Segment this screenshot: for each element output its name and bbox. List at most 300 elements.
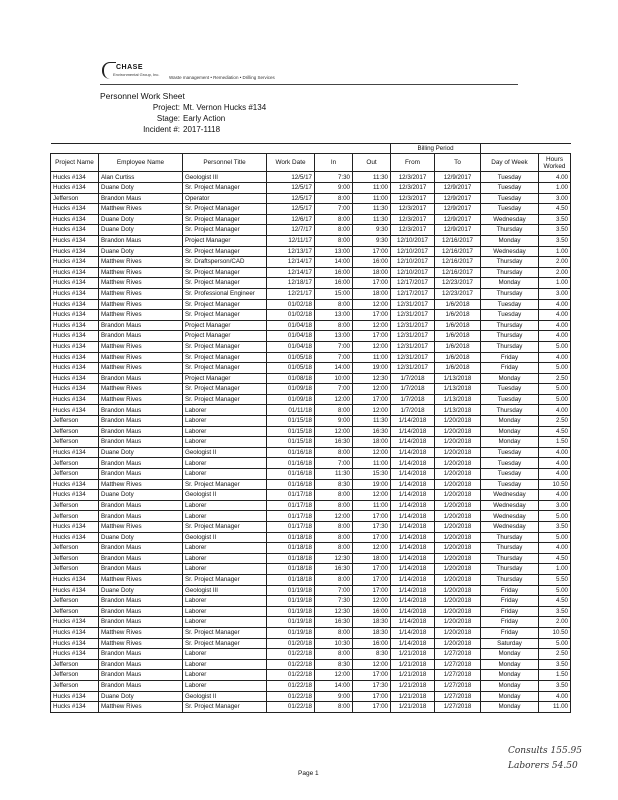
table-row xyxy=(51,204,571,215)
cell-to: 12/16/2017 xyxy=(435,257,481,268)
cell-hours: 5.00 xyxy=(539,341,571,352)
table-row xyxy=(51,310,571,321)
cell-out: 17:30 xyxy=(353,522,391,533)
cell-title: Geologist II xyxy=(183,532,267,543)
cell-to: 12/9/2017 xyxy=(435,204,481,215)
table-row xyxy=(51,363,571,374)
cell-work-date: 12/11/17 xyxy=(267,235,315,246)
cell-work-date: 01/02/18 xyxy=(267,310,315,321)
cell-day: Thursday xyxy=(481,405,539,416)
cell-work-date: 01/18/18 xyxy=(267,564,315,575)
cell-to: 1/20/2018 xyxy=(435,416,481,427)
cell-project: Hucks #134 xyxy=(51,479,99,490)
cell-employee: Brandon Maus xyxy=(99,564,183,575)
cell-out: 12:00 xyxy=(353,659,391,670)
table-row xyxy=(51,299,571,310)
cell-project: Hucks #134 xyxy=(51,638,99,649)
cell-in: 7:00 xyxy=(315,204,353,215)
cell-day: Monday xyxy=(481,278,539,289)
cell-to: 12/9/2017 xyxy=(435,214,481,225)
cell-day: Wednesday xyxy=(481,522,539,533)
cell-employee: Matthew Rives xyxy=(99,267,183,278)
cell-from: 12/10/2017 xyxy=(391,257,435,268)
cell-hours: 4.00 xyxy=(539,299,571,310)
cell-project: Hucks #134 xyxy=(51,341,99,352)
cell-work-date: 12/14/17 xyxy=(267,257,315,268)
cell-title: Operator xyxy=(183,193,267,204)
cell-out: 11:30 xyxy=(353,172,391,183)
cell-to: 1/20/2018 xyxy=(435,437,481,448)
table-row xyxy=(51,214,571,225)
cell-from: 12/31/2017 xyxy=(391,320,435,331)
cell-employee: Brandon Maus xyxy=(99,511,183,522)
cell-project: Jefferson xyxy=(51,416,99,427)
cell-employee: Matthew Rives xyxy=(99,299,183,310)
cell-day: Tuesday xyxy=(481,183,539,194)
cell-in: 8:00 xyxy=(315,532,353,543)
cell-to: 1/27/2018 xyxy=(435,649,481,660)
cell-in: 8:00 xyxy=(315,320,353,331)
table-row xyxy=(51,447,571,458)
cell-out: 11:30 xyxy=(353,204,391,215)
cell-project: Jefferson xyxy=(51,659,99,670)
cell-out: 18:00 xyxy=(353,267,391,278)
cell-in: 8:00 xyxy=(315,235,353,246)
cell-title: Sr. Project Manager xyxy=(183,341,267,352)
incident-line xyxy=(100,125,220,134)
cell-project: Jefferson xyxy=(51,680,99,691)
project-value: Mt. Vernon Hucks #134 xyxy=(183,103,267,112)
cell-in: 12:30 xyxy=(315,606,353,617)
cell-hours: 4.00 xyxy=(539,172,571,183)
cell-from: 12/17/2017 xyxy=(391,288,435,299)
cell-to: 1/20/2018 xyxy=(435,458,481,469)
cell-project: Jefferson xyxy=(51,596,99,607)
cell-hours: 5.00 xyxy=(539,384,571,395)
cell-from: 1/14/2018 xyxy=(391,596,435,607)
cell-in: 8:30 xyxy=(315,479,353,490)
cell-in: 8:00 xyxy=(315,405,353,416)
cell-work-date: 01/11/18 xyxy=(267,405,315,416)
cell-in: 8:30 xyxy=(315,659,353,670)
cell-from: 1/14/2018 xyxy=(391,627,435,638)
cell-out: 17:00 xyxy=(353,564,391,575)
cell-title: Sr. Project Manager xyxy=(183,638,267,649)
cell-out: 12:00 xyxy=(353,490,391,501)
cell-in: 12:00 xyxy=(315,670,353,681)
cell-work-date: 01/05/18 xyxy=(267,363,315,374)
cell-day: Thursday xyxy=(481,225,539,236)
col-from: From xyxy=(391,154,435,172)
table-row xyxy=(51,585,571,596)
cell-day: Thursday xyxy=(481,267,539,278)
cell-from: 1/14/2018 xyxy=(391,617,435,628)
cell-hours: 3.50 xyxy=(539,225,571,236)
cell-work-date: 12/21/17 xyxy=(267,288,315,299)
cell-employee: Brandon Maus xyxy=(99,670,183,681)
cell-day: Wednesday xyxy=(481,246,539,257)
cell-title: Sr. Project Manager xyxy=(183,627,267,638)
cell-work-date: 01/17/18 xyxy=(267,490,315,501)
cell-hours: 5.50 xyxy=(539,574,571,585)
cell-title: Laborer xyxy=(183,500,267,511)
cell-from: 1/14/2018 xyxy=(391,500,435,511)
cell-to: 12/9/2017 xyxy=(435,172,481,183)
cell-from: 12/10/2017 xyxy=(391,246,435,257)
header-tagline: Waste management • Remediation • Drilling Services xyxy=(169,75,275,80)
cell-hours: 1.50 xyxy=(539,670,571,681)
cell-project: Hucks #134 xyxy=(51,363,99,374)
cell-in: 8:00 xyxy=(315,522,353,533)
cell-project: Hucks #134 xyxy=(51,267,99,278)
cell-to: 1/20/2018 xyxy=(435,479,481,490)
col-employee-name: Employee Name xyxy=(99,154,183,172)
cell-in: 8:00 xyxy=(315,214,353,225)
cell-employee: Brandon Maus xyxy=(99,596,183,607)
cell-project: Hucks #134 xyxy=(51,490,99,501)
cell-work-date: 01/18/18 xyxy=(267,574,315,585)
cell-project: Jefferson xyxy=(51,500,99,511)
cell-employee: Duane Doty xyxy=(99,246,183,257)
table-row xyxy=(51,691,571,702)
cell-employee: Matthew Rives xyxy=(99,257,183,268)
cell-project: Hucks #134 xyxy=(51,183,99,194)
cell-out: 17:00 xyxy=(353,310,391,321)
cell-hours: 1.00 xyxy=(539,278,571,289)
cell-day: Tuesday xyxy=(481,193,539,204)
cell-to: 12/16/2017 xyxy=(435,246,481,257)
cell-out: 15:30 xyxy=(353,469,391,480)
cell-to: 1/6/2018 xyxy=(435,352,481,363)
cell-from: 1/7/2018 xyxy=(391,394,435,405)
table-row xyxy=(51,469,571,480)
cell-work-date: 01/19/18 xyxy=(267,606,315,617)
cell-day: Friday xyxy=(481,585,539,596)
cell-from: 1/14/2018 xyxy=(391,606,435,617)
cell-title: Laborer xyxy=(183,670,267,681)
cell-employee: Matthew Rives xyxy=(99,627,183,638)
cell-work-date: 12/18/17 xyxy=(267,278,315,289)
cell-employee: Matthew Rives xyxy=(99,341,183,352)
cell-from: 12/10/2017 xyxy=(391,235,435,246)
cell-work-date: 01/09/18 xyxy=(267,394,315,405)
cell-employee: Matthew Rives xyxy=(99,384,183,395)
cell-in: 7:30 xyxy=(315,172,353,183)
cell-to: 12/9/2017 xyxy=(435,225,481,236)
cell-hours: 10.50 xyxy=(539,627,571,638)
table-row xyxy=(51,416,571,427)
cell-project: Hucks #134 xyxy=(51,288,99,299)
stage-label: Stage: xyxy=(156,114,180,123)
cell-day: Thursday xyxy=(481,543,539,554)
cell-from: 1/14/2018 xyxy=(391,532,435,543)
cell-title: Geologist II xyxy=(183,691,267,702)
logo-subtitle: Environmental Group, Inc. xyxy=(113,72,160,77)
cell-to: 1/20/2018 xyxy=(435,500,481,511)
cell-hours: 3.50 xyxy=(539,214,571,225)
cell-title: Laborer xyxy=(183,405,267,416)
cell-hours: 5.00 xyxy=(539,532,571,543)
cell-work-date: 01/22/18 xyxy=(267,649,315,660)
cell-out: 17:00 xyxy=(353,278,391,289)
cell-to: 1/13/2018 xyxy=(435,394,481,405)
cell-in: 16:30 xyxy=(315,617,353,628)
cell-work-date: 01/19/18 xyxy=(267,596,315,607)
cell-day: Monday xyxy=(481,659,539,670)
cell-in: 13:00 xyxy=(315,246,353,257)
cell-hours: 5.00 xyxy=(539,511,571,522)
cell-out: 19:00 xyxy=(353,479,391,490)
header-divider xyxy=(100,84,518,85)
cell-to: 1/20/2018 xyxy=(435,585,481,596)
cell-hours: 4.00 xyxy=(539,310,571,321)
col-out: Out xyxy=(353,154,391,172)
cell-hours: 3.00 xyxy=(539,500,571,511)
cell-project: Jefferson xyxy=(51,553,99,564)
table-row xyxy=(51,320,571,331)
document-title: Personnel Work Sheet xyxy=(100,91,185,101)
cell-employee: Brandon Maus xyxy=(99,680,183,691)
cell-in: 8:00 xyxy=(315,490,353,501)
cell-work-date: 01/16/18 xyxy=(267,479,315,490)
cell-project: Hucks #134 xyxy=(51,447,99,458)
cell-day: Saturday xyxy=(481,638,539,649)
cell-hours: 10.50 xyxy=(539,479,571,490)
cell-title: Laborer xyxy=(183,416,267,427)
cell-from: 1/14/2018 xyxy=(391,543,435,554)
cell-in: 8:00 xyxy=(315,299,353,310)
table-row xyxy=(51,437,571,448)
table-row xyxy=(51,649,571,660)
work-sheet-table xyxy=(50,143,571,713)
cell-in: 8:00 xyxy=(315,627,353,638)
cell-from: 12/31/2017 xyxy=(391,352,435,363)
cell-project: Hucks #134 xyxy=(51,373,99,384)
cell-from: 1/14/2018 xyxy=(391,522,435,533)
cell-from: 1/7/2018 xyxy=(391,373,435,384)
cell-title: Sr. Project Manager xyxy=(183,204,267,215)
cell-title: Laborer xyxy=(183,680,267,691)
cell-hours: 1.50 xyxy=(539,437,571,448)
cell-employee: Brandon Maus xyxy=(99,469,183,480)
cell-from: 12/3/2017 xyxy=(391,204,435,215)
cell-work-date: 01/15/18 xyxy=(267,416,315,427)
cell-work-date: 01/22/18 xyxy=(267,702,315,713)
col-project-name: Project Name xyxy=(51,154,99,172)
cell-day: Monday xyxy=(481,702,539,713)
cell-from: 1/14/2018 xyxy=(391,490,435,501)
cell-project: Jefferson xyxy=(51,606,99,617)
cell-title: Project Manager xyxy=(183,373,267,384)
cell-to: 1/13/2018 xyxy=(435,384,481,395)
cell-out: 18:00 xyxy=(353,288,391,299)
cell-work-date: 01/16/18 xyxy=(267,447,315,458)
col-hours-worked: Hours Worked xyxy=(539,154,571,172)
cell-to: 1/20/2018 xyxy=(435,426,481,437)
cell-day: Tuesday xyxy=(481,299,539,310)
cell-title: Sr. Project Manager xyxy=(183,363,267,374)
cell-title: Laborer xyxy=(183,426,267,437)
cell-work-date: 12/6/17 xyxy=(267,214,315,225)
cell-project: Hucks #134 xyxy=(51,585,99,596)
cell-in: 8:00 xyxy=(315,500,353,511)
cell-day: Monday xyxy=(481,416,539,427)
cell-out: 12:00 xyxy=(353,543,391,554)
cell-to: 12/23/2017 xyxy=(435,288,481,299)
cell-project: Hucks #134 xyxy=(51,257,99,268)
cell-day: Monday xyxy=(481,680,539,691)
table-row xyxy=(51,172,571,183)
cell-hours: 11.00 xyxy=(539,702,571,713)
cell-work-date: 01/09/18 xyxy=(267,384,315,395)
cell-work-date: 12/7/17 xyxy=(267,225,315,236)
cell-work-date: 01/19/18 xyxy=(267,585,315,596)
cell-employee: Matthew Rives xyxy=(99,702,183,713)
cell-day: Wednesday xyxy=(481,214,539,225)
cell-from: 1/14/2018 xyxy=(391,638,435,649)
cell-to: 1/20/2018 xyxy=(435,574,481,585)
cell-day: Thursday xyxy=(481,564,539,575)
cell-work-date: 01/02/18 xyxy=(267,299,315,310)
cell-title: Sr. Project Manager xyxy=(183,310,267,321)
table-row xyxy=(51,394,571,405)
cell-out: 17:00 xyxy=(353,670,391,681)
cell-title: Geologist II xyxy=(183,490,267,501)
cell-day: Monday xyxy=(481,373,539,384)
cell-day: Wednesday xyxy=(481,500,539,511)
cell-day: Friday xyxy=(481,596,539,607)
cell-day: Tuesday xyxy=(481,469,539,480)
cell-employee: Brandon Maus xyxy=(99,193,183,204)
table-row xyxy=(51,257,571,268)
cell-hours: 5.00 xyxy=(539,585,571,596)
project-label: Project: xyxy=(152,103,180,112)
cell-hours: 2.00 xyxy=(539,617,571,628)
cell-from: 1/14/2018 xyxy=(391,469,435,480)
cell-title: Laborer xyxy=(183,469,267,480)
incident-label: Incident #: xyxy=(143,125,180,134)
cell-out: 11:30 xyxy=(353,214,391,225)
cell-out: 11:00 xyxy=(353,352,391,363)
cell-out: 17:00 xyxy=(353,691,391,702)
cell-hours: 4.00 xyxy=(539,405,571,416)
cell-project: Hucks #134 xyxy=(51,246,99,257)
cell-employee: Matthew Rives xyxy=(99,479,183,490)
cell-hours: 2.00 xyxy=(539,257,571,268)
cell-out: 12:00 xyxy=(353,596,391,607)
cell-day: Thursday xyxy=(481,257,539,268)
cell-project: Hucks #134 xyxy=(51,310,99,321)
cell-employee: Matthew Rives xyxy=(99,278,183,289)
cell-to: 1/6/2018 xyxy=(435,363,481,374)
cell-hours: 3.50 xyxy=(539,606,571,617)
col-work-date: Work Date xyxy=(267,154,315,172)
billing-band-row xyxy=(51,144,571,154)
cell-hours: 4.00 xyxy=(539,458,571,469)
cell-in: 7:00 xyxy=(315,458,353,469)
cell-in: 9:00 xyxy=(315,183,353,194)
cell-work-date: 01/04/18 xyxy=(267,341,315,352)
cell-hours: 4.00 xyxy=(539,447,571,458)
cell-day: Monday xyxy=(481,691,539,702)
cell-out: 17:00 xyxy=(353,585,391,596)
cell-hours: 4.50 xyxy=(539,426,571,437)
cell-in: 10:30 xyxy=(315,638,353,649)
table-row xyxy=(51,500,571,511)
table-row xyxy=(51,511,571,522)
cell-out: 17:00 xyxy=(353,246,391,257)
cell-to: 1/27/2018 xyxy=(435,680,481,691)
cell-employee: Brandon Maus xyxy=(99,659,183,670)
cell-employee: Brandon Maus xyxy=(99,606,183,617)
cell-hours: 3.00 xyxy=(539,193,571,204)
cell-in: 8:00 xyxy=(315,574,353,585)
cell-from: 1/7/2018 xyxy=(391,384,435,395)
cell-to: 1/20/2018 xyxy=(435,543,481,554)
cell-day: Friday xyxy=(481,627,539,638)
cell-hours: 1.00 xyxy=(539,564,571,575)
cell-to: 1/20/2018 xyxy=(435,564,481,575)
cell-work-date: 12/5/17 xyxy=(267,193,315,204)
cell-to: 1/20/2018 xyxy=(435,638,481,649)
cell-project: Jefferson xyxy=(51,543,99,554)
cell-from: 12/3/2017 xyxy=(391,214,435,225)
cell-from: 12/31/2017 xyxy=(391,363,435,374)
col-to: To xyxy=(435,154,481,172)
table-row xyxy=(51,352,571,363)
cell-out: 16:00 xyxy=(353,606,391,617)
cell-day: Monday xyxy=(481,670,539,681)
cell-day: Tuesday xyxy=(481,479,539,490)
table-row xyxy=(51,235,571,246)
cell-work-date: 12/14/17 xyxy=(267,267,315,278)
cell-in: 7:00 xyxy=(315,341,353,352)
handwritten-note-consults: Consults 155.95 xyxy=(508,746,582,756)
cell-in: 12:00 xyxy=(315,394,353,405)
cell-day: Thursday xyxy=(481,288,539,299)
cell-to: 1/6/2018 xyxy=(435,331,481,342)
cell-hours: 2.50 xyxy=(539,373,571,384)
cell-title: Sr. Project Manager xyxy=(183,214,267,225)
cell-work-date: 12/5/17 xyxy=(267,183,315,194)
cell-employee: Matthew Rives xyxy=(99,288,183,299)
cell-work-date: 01/04/18 xyxy=(267,320,315,331)
cell-employee: Brandon Maus xyxy=(99,405,183,416)
cell-title: Laborer xyxy=(183,437,267,448)
table-row xyxy=(51,670,571,681)
cell-in: 16:00 xyxy=(315,267,353,278)
col-day-of-week: Day of Week xyxy=(481,154,539,172)
cell-title: Laborer xyxy=(183,511,267,522)
cell-in: 13:00 xyxy=(315,331,353,342)
table-row xyxy=(51,522,571,533)
cell-employee: Brandon Maus xyxy=(99,617,183,628)
cell-project: Hucks #134 xyxy=(51,331,99,342)
cell-project: Jefferson xyxy=(51,426,99,437)
cell-in: 8:00 xyxy=(315,543,353,554)
cell-out: 17:00 xyxy=(353,574,391,585)
cell-title: Project Manager xyxy=(183,320,267,331)
cell-out: 18:00 xyxy=(353,437,391,448)
cell-title: Sr. Project Manager xyxy=(183,246,267,257)
cell-work-date: 01/15/18 xyxy=(267,437,315,448)
cell-employee: Brandon Maus xyxy=(99,437,183,448)
cell-project: Jefferson xyxy=(51,469,99,480)
table-row xyxy=(51,680,571,691)
cell-project: Hucks #134 xyxy=(51,532,99,543)
table-row xyxy=(51,225,571,236)
table-row xyxy=(51,543,571,554)
